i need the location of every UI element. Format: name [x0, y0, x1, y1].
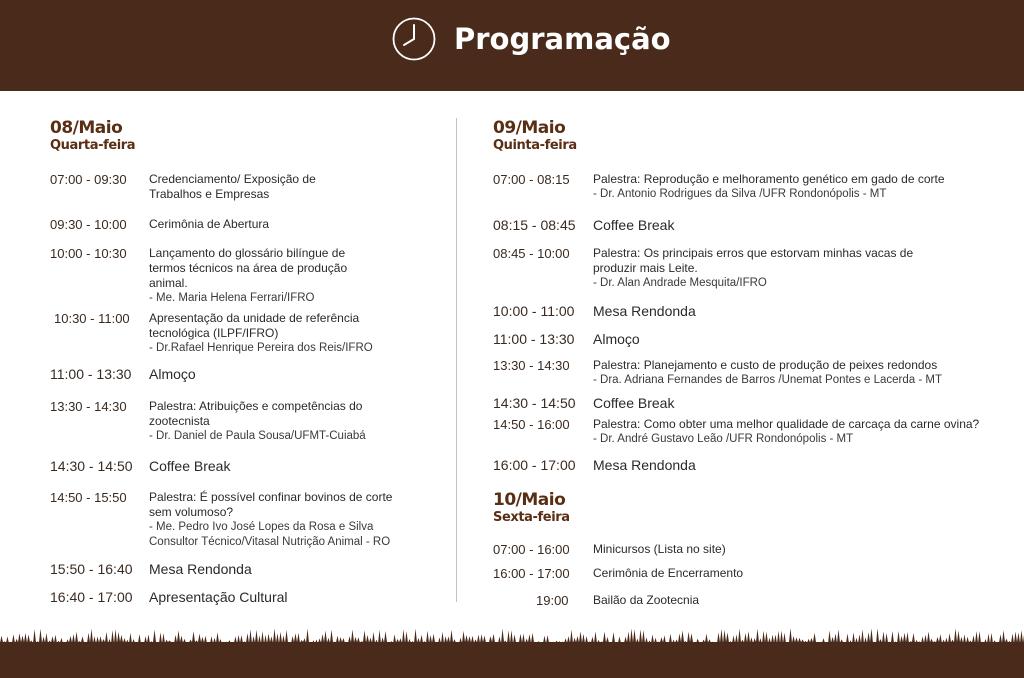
day-weekday: Quarta-feira [50, 138, 136, 153]
event-description [149, 217, 269, 232]
event-line: Palestra: Como obter uma melhor qualidade de carcaça da carne ovina? [593, 417, 980, 431]
event-description [149, 311, 373, 356]
event-time: 08:15 - 08:45 [493, 217, 576, 233]
event-line: Coffee Break [593, 217, 675, 233]
event-line: Apresentação Cultural [149, 589, 288, 605]
event-speaker: - Dr. Daniel de Paula Sousa/UFMT-Cuiabá [149, 430, 366, 442]
event-line: Almoço [593, 331, 640, 347]
event-line: Palestra: Reprodução e melhoramento genético em gado de corte [593, 172, 945, 186]
event-speaker: Consultor Técnico/Vitasal Nutrição Animal - RO [149, 536, 391, 548]
event-description [593, 457, 696, 473]
event-description [593, 303, 696, 319]
event-line: Bailão da Zootecnia [593, 593, 700, 607]
event-line: Palestra: Planejamento e custo de produção de peixes redondos [593, 358, 938, 372]
column-divider [456, 118, 457, 602]
event-speaker: - Dra. Adriana Fernandes de Barros /Unemat Pontes e Lacerda - MT [593, 374, 942, 386]
event-speaker: - Dr. Alan Andrade Mesquita/IFRO [593, 277, 767, 289]
event-line: Coffee Break [593, 395, 675, 411]
event-line: tecnológica (ILPF/IFRO) [149, 326, 279, 340]
event-line: Mesa Rendonda [593, 303, 696, 319]
event-speaker: - Me. Pedro Ivo José Lopes da Rosa e Silva [149, 521, 374, 533]
event-description [149, 490, 392, 550]
event-description [149, 399, 366, 444]
event-description [593, 566, 743, 581]
page-title: Programação [454, 22, 671, 56]
event-line: zootecnista [149, 414, 210, 428]
event-time: 13:30 - 14:30 [50, 399, 127, 414]
event-time: 10:00 - 11:00 [493, 303, 575, 319]
clock-icon [392, 17, 436, 61]
event-time: 11:00 - 13:30 [493, 331, 575, 347]
event-time: 15:50 - 16:40 [50, 561, 133, 577]
event-line: produzir mais Leite. [593, 261, 698, 275]
event-line: Trabalhos e Empresas [149, 187, 270, 201]
event-description [593, 358, 942, 388]
event-line: animal. [149, 276, 188, 290]
header-banner [0, 0, 1024, 91]
event-line: sem volumoso? [149, 505, 234, 519]
event-line: Credenciamento/ Exposição de [149, 172, 316, 186]
event-line: Coffee Break [149, 458, 231, 474]
event-time: 16:40 - 17:00 [50, 589, 133, 605]
event-speaker: - Me. Maria Helena Ferrari/IFRO [149, 292, 315, 304]
event-description [593, 246, 913, 291]
event-time: 10:30 - 11:00 [54, 311, 130, 326]
event-time: 09:30 - 10:00 [50, 217, 127, 232]
event-time: 14:30 - 14:50 [50, 458, 133, 474]
event-line: Lançamento do glossário bilíngue de [149, 246, 346, 260]
event-line: Cerimônia de Abertura [149, 217, 270, 231]
day-header-09-maio [493, 118, 577, 154]
event-description [149, 366, 196, 382]
event-time: 10:00 - 10:30 [50, 246, 127, 261]
day-weekday: Quinta-feira [493, 138, 577, 153]
event-line: Apresentação da unidade de referência [149, 311, 360, 325]
event-line: Mesa Rendonda [149, 561, 252, 577]
event-line: Cerimônia de Encerramento [593, 566, 744, 580]
event-description [593, 217, 674, 233]
event-time: 16:00 - 17:00 [493, 566, 570, 581]
event-description [593, 542, 726, 557]
event-description [593, 172, 945, 202]
event-speaker: - Dr.Rafael Henrique Pereira dos Reis/IFRO [149, 342, 373, 354]
event-speaker: - Dr. Antonio Rodrigues da Silva /UFR Rondonópolis - MT [593, 188, 887, 200]
day-header-08-maio [50, 118, 135, 154]
event-line: Mesa Rendonda [593, 457, 696, 473]
event-time: 08:45 - 10:00 [493, 246, 570, 261]
grass-footer [0, 626, 1024, 678]
day-date: 10/Maio [493, 490, 566, 510]
event-description [593, 417, 979, 447]
event-line: termos técnicos na área de produção [149, 261, 348, 275]
event-time: 07:00 - 09:30 [50, 172, 127, 187]
day-date: 08/Maio [50, 118, 123, 138]
event-time: 19:00 [536, 593, 569, 608]
event-time: 14:50 - 16:00 [493, 417, 570, 432]
event-description [149, 561, 252, 577]
event-description [593, 593, 699, 608]
event-time: 07:00 - 16:00 [493, 542, 570, 557]
event-time: 14:50 - 15:50 [50, 490, 127, 505]
event-time: 07:00 - 08:15 [493, 172, 570, 187]
event-description [593, 331, 640, 347]
event-line: Almoço [149, 366, 196, 382]
event-description [149, 589, 288, 605]
event-time: 14:30 - 14:50 [493, 395, 576, 411]
event-time: 13:30 - 14:30 [493, 358, 570, 373]
event-line: Palestra: Atribuições e competências do [149, 399, 363, 413]
event-time: 11:00 - 13:30 [50, 366, 132, 382]
day-header-10-maio [493, 490, 570, 526]
day-date: 09/Maio [493, 118, 566, 138]
event-time: 16:00 - 17:00 [493, 457, 576, 473]
grass-blades [0, 628, 1024, 646]
event-speaker: - Dr. André Gustavo Leão /UFR Rondonópolis - MT [593, 433, 854, 445]
event-description [149, 246, 347, 306]
day-weekday: Sexta-feira [493, 510, 570, 525]
event-line: Palestra: Os principais erros que estorvam minhas vacas de [593, 246, 914, 260]
event-description [149, 172, 316, 202]
event-line: Minicursos (Lista no site) [593, 542, 726, 556]
event-description [149, 458, 230, 474]
event-description [593, 395, 674, 411]
event-line: Palestra: É possível confinar bovinos de corte [149, 490, 393, 504]
